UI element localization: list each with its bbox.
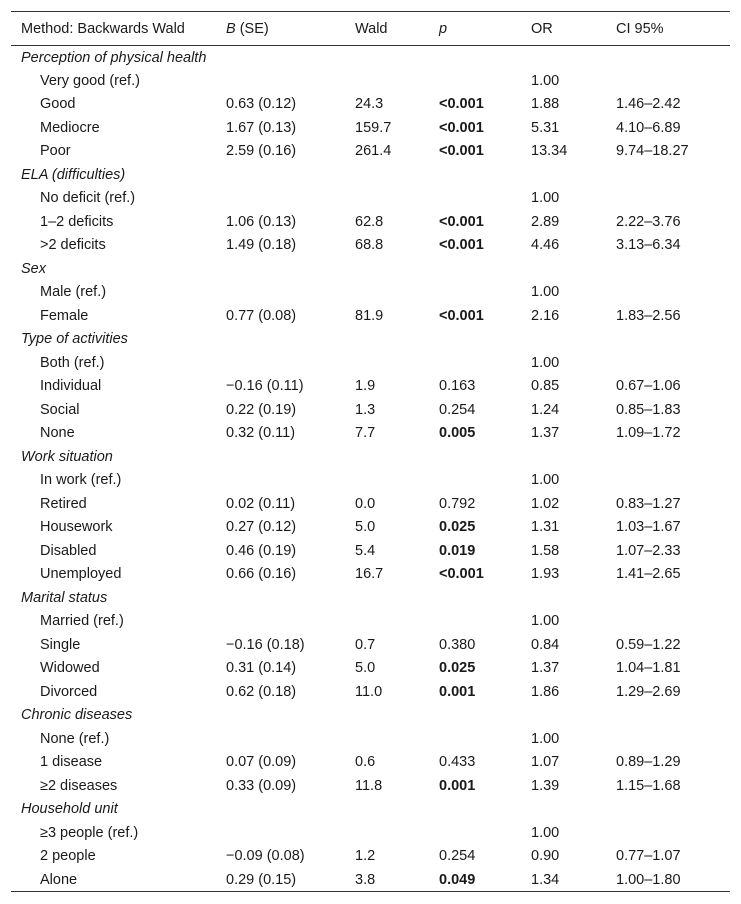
ci-cell: 1.00–1.80 (616, 871, 681, 888)
p-value-cell (429, 69, 521, 93)
ci-cell: 1.41–2.65 (616, 566, 681, 583)
b-se-cell (216, 821, 345, 845)
row-label: Both (ref.) (40, 354, 105, 371)
ci-cell: 0.83–1.27 (616, 495, 681, 512)
wald-cell: 5.0 (355, 660, 376, 677)
b-se-cell: 0.32 (0.11) (226, 425, 296, 442)
odds-ratio-cell: 0.90 (531, 848, 560, 865)
row-label: Married (ref.) (40, 613, 124, 630)
p-value-cell: 0.001 (439, 777, 476, 794)
odds-ratio-cell: 1.02 (531, 495, 560, 512)
b-se-cell: −0.16 (0.11) (226, 378, 304, 395)
header-p: p (439, 20, 448, 37)
wald-cell: 1.9 (355, 378, 376, 395)
p-value-cell: 0.025 (439, 660, 476, 677)
odds-ratio-cell: 0.85 (531, 378, 560, 395)
odds-ratio-cell: 1.93 (531, 566, 560, 583)
ci-cell: 0.89–1.29 (616, 754, 681, 771)
wald-cell: 1.3 (355, 401, 376, 418)
table-body (11, 46, 730, 892)
table-row (11, 845, 730, 869)
p-value-cell (429, 727, 521, 751)
p-value-cell: <0.001 (439, 143, 484, 160)
p-value-cell: 0.019 (439, 542, 476, 559)
table-row (11, 680, 730, 704)
header-method: Method: Backwards Wald (21, 20, 185, 37)
table-row (11, 140, 730, 164)
table-header (11, 12, 730, 46)
odds-ratio-cell: 1.00 (531, 72, 560, 89)
p-value-cell: 0.254 (439, 401, 476, 418)
row-label: Widowed (40, 660, 100, 677)
table-row (11, 69, 730, 93)
p-value-cell: 0.001 (439, 683, 476, 700)
row-label: 1 disease (40, 754, 103, 771)
table-row (11, 210, 730, 234)
odds-ratio-cell: 1.88 (531, 96, 560, 113)
ci-cell (606, 821, 730, 845)
odds-ratio-cell: 1.37 (531, 660, 560, 677)
p-value-cell (429, 610, 521, 634)
ci-cell: 0.85–1.83 (616, 401, 681, 418)
b-se-cell (216, 727, 345, 751)
odds-ratio-cell: 1.39 (531, 777, 560, 794)
wald-cell: 0.6 (355, 754, 376, 771)
header-or: OR (531, 20, 553, 37)
row-label: Disabled (40, 542, 97, 559)
b-se-cell (216, 610, 345, 634)
regression-table (11, 11, 730, 892)
ci-cell: 1.83–2.56 (616, 307, 681, 324)
wald-cell: 159.7 (355, 119, 392, 136)
wald-cell: 5.0 (355, 519, 376, 536)
row-label: No deficit (ref.) (40, 190, 136, 207)
p-value-cell: 0.433 (439, 754, 476, 771)
table-row (11, 422, 730, 446)
wald-cell: 16.7 (355, 566, 384, 583)
ci-cell (606, 69, 730, 93)
table-row (11, 375, 730, 399)
b-se-cell (216, 469, 345, 493)
table-row (11, 187, 730, 211)
odds-ratio-cell: 13.34 (531, 143, 568, 160)
ci-cell: 1.15–1.68 (616, 777, 681, 794)
row-label: Individual (40, 378, 102, 395)
wald-cell: 0.0 (355, 495, 376, 512)
wald-cell (345, 187, 429, 211)
row-label: 1–2 deficits (40, 213, 114, 230)
ci-cell: 9.74–18.27 (616, 143, 689, 160)
table-row (11, 234, 730, 258)
wald-cell: 7.7 (355, 425, 376, 442)
wald-cell: 11.0 (355, 683, 383, 700)
p-value-cell (429, 281, 521, 305)
wald-cell: 5.4 (355, 542, 376, 559)
table-row (11, 727, 730, 751)
table-row (11, 93, 730, 117)
odds-ratio-cell: 2.16 (531, 307, 560, 324)
ci-cell: 1.03–1.67 (616, 519, 681, 536)
row-label: Mediocre (40, 119, 100, 136)
table-row (11, 868, 730, 892)
table-row (11, 469, 730, 493)
group-title: Sex (21, 260, 46, 277)
row-label: ≥2 diseases (40, 777, 118, 794)
odds-ratio-cell: 1.00 (531, 472, 560, 489)
odds-ratio-cell: 1.37 (531, 425, 560, 442)
odds-ratio-cell: 1.00 (531, 354, 560, 371)
ci-cell (606, 610, 730, 634)
p-value-cell: 0.025 (439, 519, 476, 536)
wald-cell (345, 281, 429, 305)
odds-ratio-cell: 5.31 (531, 119, 560, 136)
p-value-cell: <0.001 (439, 119, 484, 136)
group-title: Work situation (21, 448, 113, 465)
ci-cell: 4.10–6.89 (616, 119, 681, 136)
odds-ratio-cell: 1.00 (531, 284, 560, 301)
table-row (11, 751, 730, 775)
row-label: None (ref.) (40, 730, 110, 747)
b-se-cell: 0.66 (0.16) (226, 566, 297, 583)
row-label: 2 people (40, 848, 96, 865)
b-se-cell: 2.59 (0.16) (226, 143, 297, 160)
group-title: Marital status (21, 589, 108, 606)
group-header-row (11, 257, 730, 281)
row-label: Good (40, 96, 76, 113)
row-label: Unemployed (40, 566, 122, 583)
table-row (11, 516, 730, 540)
b-se-cell: 0.02 (0.11) (226, 495, 296, 512)
odds-ratio-cell: 1.24 (531, 401, 560, 418)
ci-cell: 3.13–6.34 (616, 237, 681, 254)
ci-cell (606, 469, 730, 493)
p-value-cell (429, 469, 521, 493)
table-row (11, 633, 730, 657)
row-label: Female (40, 307, 89, 324)
table-row (11, 774, 730, 798)
wald-cell (345, 69, 429, 93)
row-label: >2 deficits (40, 237, 106, 254)
p-value-cell: <0.001 (439, 566, 484, 583)
odds-ratio-cell: 1.86 (531, 683, 560, 700)
ci-cell: 1.09–1.72 (616, 425, 681, 442)
wald-cell (345, 610, 429, 634)
odds-ratio-cell: 1.58 (531, 542, 560, 559)
wald-cell: 3.8 (355, 871, 376, 888)
header-row (11, 12, 730, 46)
ci-cell: 1.46–2.42 (616, 96, 681, 113)
table-row (11, 281, 730, 305)
odds-ratio-cell: 1.00 (531, 730, 560, 747)
header-b-suffix: (SE) (235, 20, 269, 37)
b-se-cell: 0.07 (0.09) (226, 754, 297, 771)
wald-cell (345, 821, 429, 845)
ci-cell: 0.67–1.06 (616, 378, 681, 395)
ci-cell (606, 351, 730, 375)
header-b-symbol: B (226, 20, 236, 37)
wald-cell: 81.9 (355, 307, 384, 324)
ci-cell: 0.59–1.22 (616, 636, 681, 653)
group-title: Household unit (21, 801, 118, 818)
group-header-row (11, 328, 730, 352)
group-header-row (11, 163, 730, 187)
b-se-cell: 0.22 (0.19) (226, 401, 297, 418)
row-label: Alone (40, 871, 78, 888)
p-value-cell (429, 351, 521, 375)
ci-cell (606, 727, 730, 751)
b-se-cell: 0.62 (0.18) (226, 683, 297, 700)
group-header-row (11, 798, 730, 822)
ci-cell: 2.22–3.76 (616, 213, 681, 230)
ci-cell: 1.29–2.69 (616, 683, 681, 700)
row-label: ≥3 people (ref.) (40, 824, 139, 841)
wald-cell (345, 727, 429, 751)
b-se-cell: 1.06 (0.13) (226, 213, 297, 230)
table-row (11, 610, 730, 634)
b-se-cell (216, 187, 345, 211)
b-se-cell (216, 281, 345, 305)
wald-cell: 261.4 (355, 143, 392, 160)
ci-cell: 0.77–1.07 (616, 848, 681, 865)
group-header-row (11, 445, 730, 469)
table-row (11, 351, 730, 375)
wald-cell: 0.7 (355, 636, 376, 653)
header-wald: Wald (355, 20, 388, 37)
p-value-cell: 0.254 (439, 848, 476, 865)
b-se-cell: 1.67 (0.13) (226, 119, 297, 136)
wald-cell: 68.8 (355, 237, 384, 254)
wald-cell: 24.3 (355, 96, 384, 113)
row-label: Divorced (40, 683, 98, 700)
b-se-cell: 0.33 (0.09) (226, 777, 297, 794)
odds-ratio-cell: 1.00 (531, 190, 560, 207)
wald-cell (345, 351, 429, 375)
group-header-row (11, 46, 730, 70)
odds-ratio-cell: 1.07 (531, 754, 560, 771)
table-row (11, 821, 730, 845)
ci-cell: 1.04–1.81 (616, 660, 681, 677)
row-label: None (40, 425, 75, 442)
group-title: Perception of physical health (21, 49, 207, 66)
p-value-cell: 0.049 (439, 871, 476, 888)
table-row (11, 116, 730, 140)
wald-cell (345, 469, 429, 493)
table-row (11, 657, 730, 681)
b-se-cell: 1.49 (0.18) (226, 237, 297, 254)
row-label: Very good (ref.) (40, 72, 140, 89)
p-value-cell (429, 187, 521, 211)
row-label: Male (ref.) (40, 284, 107, 301)
b-se-cell (216, 351, 345, 375)
group-title: Type of activities (21, 331, 128, 348)
row-label: Housework (40, 519, 113, 536)
b-se-cell: 0.31 (0.14) (226, 660, 297, 677)
row-label: Retired (40, 495, 87, 512)
table-row (11, 492, 730, 516)
group-header-row (11, 704, 730, 728)
b-se-cell: 0.46 (0.19) (226, 542, 297, 559)
p-value-cell: <0.001 (439, 213, 484, 230)
ci-cell (606, 281, 730, 305)
b-se-cell: −0.09 (0.08) (226, 848, 305, 865)
group-title: Chronic diseases (21, 707, 133, 724)
wald-cell: 11.8 (355, 777, 383, 794)
ci-cell: 1.07–2.33 (616, 542, 681, 559)
b-se-cell (216, 69, 345, 93)
p-value-cell: <0.001 (439, 307, 484, 324)
ci-cell (606, 187, 730, 211)
table-row (11, 539, 730, 563)
row-label: Poor (40, 143, 71, 160)
b-se-cell: 0.77 (0.08) (226, 307, 297, 324)
header-b-se (216, 12, 345, 46)
table-row (11, 304, 730, 328)
p-value-cell: 0.005 (439, 425, 476, 442)
b-se-cell: 0.63 (0.12) (226, 96, 297, 113)
row-label: Single (40, 636, 81, 653)
b-se-cell: −0.16 (0.18) (226, 636, 305, 653)
wald-cell: 62.8 (355, 213, 384, 230)
odds-ratio-cell: 0.84 (531, 636, 560, 653)
p-value-cell: 0.792 (439, 495, 476, 512)
group-header-row (11, 586, 730, 610)
row-label: Social (40, 401, 80, 418)
table-row (11, 563, 730, 587)
odds-ratio-cell: 4.46 (531, 237, 560, 254)
wald-cell: 1.2 (355, 848, 376, 865)
odds-ratio-cell: 1.34 (531, 871, 560, 888)
row-label: In work (ref.) (40, 472, 122, 489)
odds-ratio-cell: 1.00 (531, 824, 560, 841)
odds-ratio-cell: 1.31 (531, 519, 560, 536)
p-value-cell: <0.001 (439, 237, 484, 254)
p-value-cell: <0.001 (439, 96, 484, 113)
p-value-cell: 0.163 (439, 378, 476, 395)
b-se-cell: 0.29 (0.15) (226, 871, 297, 888)
p-value-cell: 0.380 (439, 636, 476, 653)
p-value-cell (429, 821, 521, 845)
odds-ratio-cell: 2.89 (531, 213, 560, 230)
table-row (11, 398, 730, 422)
header-ci: CI 95% (616, 20, 664, 37)
b-se-cell: 0.27 (0.12) (226, 519, 297, 536)
odds-ratio-cell: 1.00 (531, 613, 560, 630)
group-title: ELA (difficulties) (21, 166, 126, 183)
